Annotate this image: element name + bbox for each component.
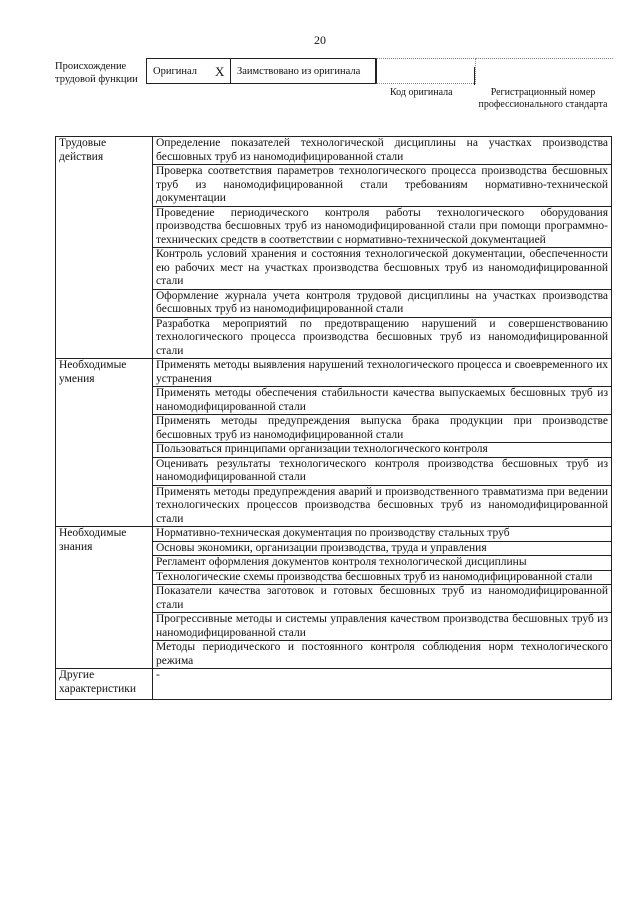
borrowed-label: Заимствовано из оригинала bbox=[237, 66, 361, 77]
section-title: Необходимые знания bbox=[56, 527, 153, 669]
section-item: Применять методы обеспечения стабильности качества выпускаемых бесшовных труб из наномодифицированной стали bbox=[153, 387, 612, 415]
section-item: Оформление журнала учета контроля трудовой дисциплины на участках производства бесшовных труб из наномодифицированной стали bbox=[153, 289, 612, 317]
empty-cell bbox=[376, 58, 476, 84]
section-item: Основы экономики, организации производства, труда и управления bbox=[153, 541, 612, 556]
labor-function-table bbox=[55, 136, 612, 700]
section-item: Проведение периодического контроля работы технологического оборудования производства бесшовных труб из наномодифицированной стали при помощи программно-технических средств в соответствии с нормативно-технической документацией bbox=[153, 206, 612, 248]
section-item: Регламент оформления документов контроля технологической дисциплины bbox=[153, 556, 612, 571]
section-item: Технологические схемы производства бесшовных труб из наномодифицированной стали bbox=[153, 570, 612, 585]
section-item: Контроль условий хранения и состояния технологической документации, обеспеченности ею рабочих мест на участках производства бесшовных труб из наномодифицированной стали bbox=[153, 248, 612, 290]
section-item: Показатели качества заготовок и готовых бесшовных труб из наномодифицированной стали bbox=[153, 585, 612, 613]
borrowed-cell bbox=[230, 58, 376, 84]
origin-table bbox=[146, 58, 613, 84]
table-row bbox=[56, 669, 612, 700]
table-row bbox=[56, 137, 612, 165]
section-item: Применять методы выявления нарушений технологического процесса и своевременного их устранения bbox=[153, 359, 612, 387]
section-item: Нормативно-техническая документация по производству стальных труб bbox=[153, 527, 612, 542]
reg-caption: Регистрационный номер профессионального стандарта bbox=[478, 87, 608, 110]
original-cell bbox=[146, 58, 231, 84]
section-item: - bbox=[153, 669, 612, 700]
section-title: Необходимые умения bbox=[56, 359, 153, 527]
section-item: Проверка соответствия параметров технологического процесса производства бесшовных труб из наномодифицированной стали требованиям нормативно-технической документации bbox=[153, 165, 612, 207]
code-cell bbox=[476, 58, 613, 84]
section-item: Методы периодического и постоянного контроля соблюдения норм технологического режима bbox=[153, 641, 612, 669]
original-mark: X bbox=[215, 64, 225, 79]
section-item: Применять методы предупреждения выпуска брака продукции при производстве бесшовных труб из наномодифицированной стали bbox=[153, 415, 612, 443]
section-title: Другие характеристики bbox=[56, 669, 153, 700]
table-row bbox=[56, 527, 612, 542]
code-caption: Код оригинала bbox=[390, 87, 453, 98]
section-item: Применять методы предупреждения аварий и производственного травматизма при ведении технологических процессов производства бесшовных труб из наномодифицированной стали bbox=[153, 485, 612, 527]
section-item: Разработка мероприятий по предотвращению нарушений и совершенствованию технологического процесса производства бесшовных труб из наномодифицированной стали bbox=[153, 317, 612, 359]
section-item: Прогрессивные методы и системы управления качеством производства бесшовных труб из наномодифицированной стали bbox=[153, 613, 612, 641]
table-row bbox=[56, 359, 612, 387]
section-item: Оценивать результаты технологического контроля производства бесшовных труб из наномодифицированной стали bbox=[153, 457, 612, 485]
section-item: Пользоваться принципами организации технологического контроля bbox=[153, 443, 612, 458]
section-title: Трудовые действия bbox=[56, 137, 153, 359]
page-number: 20 bbox=[314, 33, 326, 47]
origin-label: Происхождение трудовой функции bbox=[55, 61, 138, 85]
section-item: Определение показателей технологической дисциплины на участках производства бесшовных труб из наномодифицированной стали bbox=[153, 137, 612, 165]
original-label: Оригинал bbox=[153, 66, 197, 77]
